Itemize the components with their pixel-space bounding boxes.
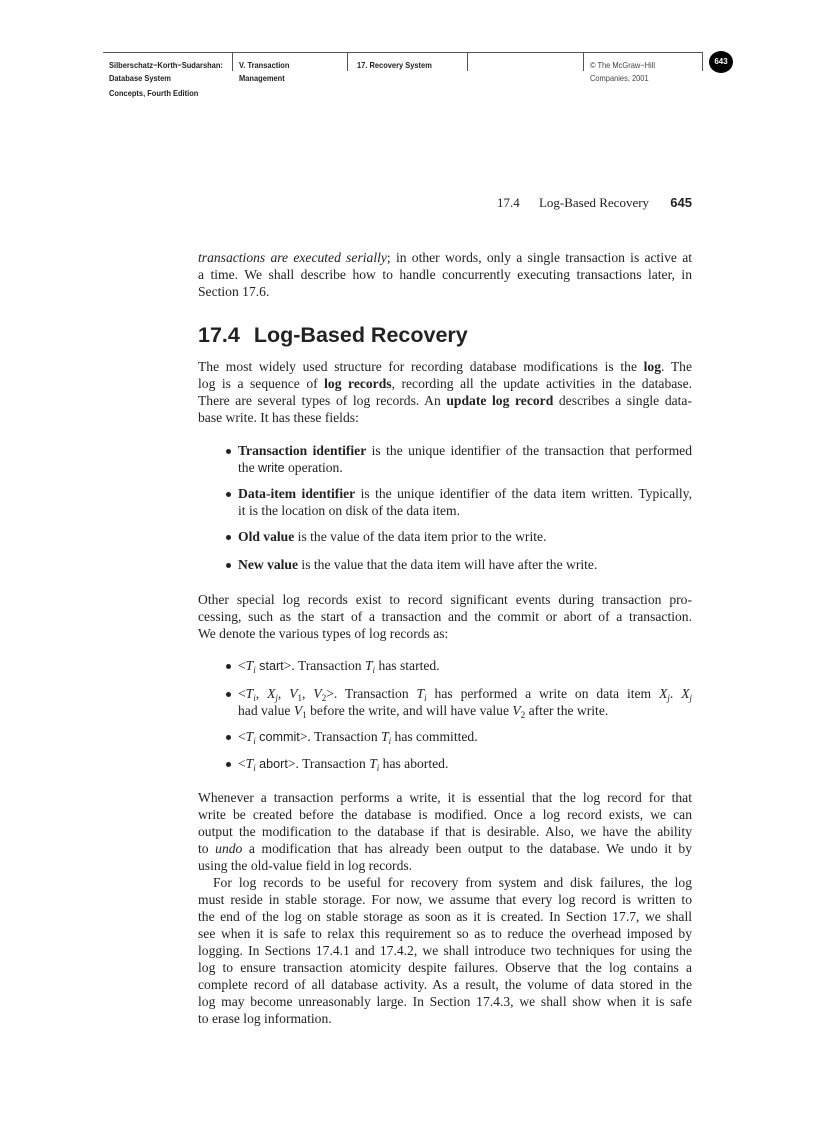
text-run: has committed. xyxy=(391,729,478,744)
text-run: ; in other words, only a single transaction is active at xyxy=(386,250,693,265)
paragraph-line xyxy=(198,409,692,426)
list-item-line xyxy=(238,459,692,477)
text-run: For log records to be useful for recovery from system and disk failures, the log xyxy=(213,875,692,890)
code-keyword: write xyxy=(258,461,285,475)
text-run: . The xyxy=(661,359,692,374)
bullet-icon xyxy=(226,563,231,568)
math-subscript: i xyxy=(253,763,256,773)
text-run: Section 17.6. xyxy=(198,284,270,299)
math-symbol: T xyxy=(369,756,377,771)
bullet-icon xyxy=(226,449,231,454)
math-symbol: T xyxy=(245,658,254,673)
math-symbol: T xyxy=(364,658,373,673)
code-keyword: commit xyxy=(259,730,300,744)
text-run: a time. We shall describe how to handle concurrently executing transactions later, in xyxy=(198,267,692,282)
math-subscript: i xyxy=(253,736,256,746)
math-subscript: i xyxy=(424,693,427,703)
text-run: Whenever a transaction performs a write, it is essential that the log record for that xyxy=(198,790,692,805)
text-run: >. Transaction xyxy=(283,658,365,673)
section-number: 17.4 xyxy=(198,323,240,347)
math-symbol: T xyxy=(381,729,389,744)
text-run: , xyxy=(277,686,290,701)
math-symbol: V xyxy=(289,686,298,701)
text-run: < xyxy=(238,729,246,744)
header-divider xyxy=(583,53,584,71)
emphasis: undo xyxy=(215,841,243,856)
list-item-line xyxy=(238,657,692,679)
text-run: has aborted. xyxy=(379,756,449,771)
math-subscript: i xyxy=(376,763,380,773)
paragraph-line xyxy=(198,857,692,874)
text-run: log may become unreasonably large. In Section 17.4.3, we shall show when it is safe xyxy=(198,994,692,1009)
text-run: < xyxy=(238,756,246,771)
text-run: cessing, such as the start of a transaction and the commit or abort of a transaction. xyxy=(198,609,692,624)
text-run: >. Transaction xyxy=(326,686,417,701)
header-publisher-2: Companies, 2001 xyxy=(590,73,649,83)
running-head-section: 17.4 xyxy=(496,195,520,210)
bold-term: update log record xyxy=(446,393,554,408)
paragraph-line xyxy=(198,942,692,959)
text-run: log to ensure transaction atomicity despite failures. Observe that the log contains a xyxy=(198,960,692,975)
header-divider xyxy=(702,53,703,71)
page-number: 645 xyxy=(670,195,692,210)
header-publisher: © The McGraw−Hill xyxy=(590,60,656,70)
text-run: operation. xyxy=(284,460,343,475)
bullet-icon xyxy=(226,535,231,540)
text-run: is the value of the data item prior to the write. xyxy=(294,529,547,544)
list-item-line xyxy=(238,755,692,777)
text-run: The most widely used structure for recording database modifications is the xyxy=(198,359,644,374)
header-divider xyxy=(467,53,468,71)
math-symbol: X xyxy=(267,686,276,701)
text-run: before the write, and will have value xyxy=(306,703,513,718)
header-part-2: Management xyxy=(239,73,285,83)
list-item-line xyxy=(238,556,692,573)
math-subscript: i xyxy=(372,665,376,675)
math-subscript: 2 xyxy=(520,710,526,720)
bullet-icon xyxy=(226,692,231,697)
text-run: must reside in stable storage. For now, we assume that every log record is written to xyxy=(198,892,692,907)
bold-term: Old value xyxy=(238,529,295,544)
text-run: logging. In Sections 17.4.1 and 17.4.2, we shall introduce two techniques for using the xyxy=(198,943,692,958)
text-run: >. Transaction xyxy=(299,729,382,744)
header-chapter: 17. Recovery System xyxy=(357,60,432,70)
paragraph-line xyxy=(198,789,692,806)
text-run: had value xyxy=(238,703,294,718)
paragraph-line xyxy=(198,358,692,375)
text-run: using the old-value field in log records. xyxy=(198,858,413,873)
paragraph-line xyxy=(198,925,692,942)
paragraph-line xyxy=(213,874,692,891)
text-run: base write. It has these fields: xyxy=(198,410,359,425)
math-subscript: j xyxy=(275,693,278,703)
text-run: We denote the various types of log records as: xyxy=(198,626,449,641)
header-divider xyxy=(232,53,233,71)
math-subscript: i xyxy=(253,693,256,703)
text-run: the xyxy=(238,460,259,475)
bold-term: Data-item identifier xyxy=(238,486,356,501)
code-keyword: start xyxy=(259,659,284,673)
text-run: is the unique identifier of the data item written. Typically, xyxy=(355,486,692,501)
bold-term: Transaction identifier xyxy=(238,443,367,458)
text-run: see when it is safe to relax this requirement so as to reduce the overhead imposed by xyxy=(198,926,692,941)
bold-term: New value xyxy=(238,557,299,572)
paragraph-line xyxy=(198,1010,692,1027)
bold-term: log xyxy=(643,359,662,374)
paragraph-line xyxy=(198,283,692,300)
text-run: >. Transaction xyxy=(287,756,370,771)
text-run: There are several types of log records. An xyxy=(198,393,447,408)
text-run: write be created before the database is modified. Once a log record exists, we can xyxy=(198,807,692,822)
bullet-icon xyxy=(226,735,231,740)
header-book-title: Database System xyxy=(109,73,171,83)
text-run: to erase log information. xyxy=(198,1011,332,1026)
header-book-edition: Concepts, Fourth Edition xyxy=(109,88,199,98)
text-run: is the value that the data item will have after the write. xyxy=(298,557,598,572)
running-head-title: Log-Based Recovery xyxy=(538,195,650,210)
text-run: output the modification to the database if that is desirable. Also, we have the ability xyxy=(198,824,692,839)
emphasis: transactions are executed serially xyxy=(198,250,387,265)
text-run: describes a single data- xyxy=(553,393,692,408)
text-run: , xyxy=(302,686,314,701)
book-header xyxy=(103,52,703,103)
list-item-line xyxy=(238,502,692,519)
header-divider xyxy=(347,53,348,71)
text-run: , xyxy=(255,686,268,701)
math-symbol: V xyxy=(512,703,521,718)
math-subscript: 1 xyxy=(297,693,303,703)
text-run: . xyxy=(669,686,682,701)
math-symbol: T xyxy=(245,729,254,744)
math-symbol: V xyxy=(293,703,303,718)
text-run: Other special log records exist to record significant events during transaction pro- xyxy=(198,592,692,607)
math-symbol: X xyxy=(681,686,690,701)
math-subscript: 2 xyxy=(321,693,327,703)
paragraph-line xyxy=(198,266,692,283)
math-symbol: T xyxy=(245,686,254,701)
paragraph-line xyxy=(198,608,692,625)
paragraph-line xyxy=(198,993,692,1010)
list-item-line xyxy=(238,442,692,459)
math-subscript: j xyxy=(667,693,670,703)
paragraph-line xyxy=(198,392,692,409)
math-subscript: i xyxy=(253,665,256,675)
text-run: complete record of all database activity. As a result, the volume of data stored in the xyxy=(198,977,692,992)
paragraph-line xyxy=(198,249,692,266)
text-run: , recording all the update activities in the database. xyxy=(391,376,692,391)
running-head xyxy=(497,195,692,211)
text-run: has started. xyxy=(375,658,440,673)
text-run: is the unique identifier of the transaction that performed xyxy=(366,443,692,458)
paragraph-line xyxy=(198,891,692,908)
header-book-authors: Silberschatz−Korth−Sudarshan: xyxy=(109,60,223,70)
list-item-line xyxy=(238,485,692,502)
section-title: Log-Based Recovery xyxy=(253,323,468,347)
list-item-line xyxy=(238,528,692,545)
paragraph-line xyxy=(198,375,692,392)
text-run: the end of the log on stable storage as soon as it is created. In Section 17.7, we shall xyxy=(198,909,692,924)
section-heading xyxy=(198,323,468,348)
bullet-icon xyxy=(226,492,231,497)
text-run: to xyxy=(198,841,216,856)
paragraph-line xyxy=(198,840,692,857)
text-run: it is the location on disk of the data item. xyxy=(238,503,460,518)
header-part: V. Transaction xyxy=(239,60,290,70)
pdf-page-badge: 643 xyxy=(709,51,733,73)
math-subscript: j xyxy=(689,693,693,703)
paragraph-line xyxy=(198,625,692,642)
math-subscript: i xyxy=(388,736,392,746)
bullet-icon xyxy=(226,762,231,767)
math-symbol: T xyxy=(245,756,254,771)
text-run: < xyxy=(238,686,246,701)
text-run: has performed a write on data item xyxy=(426,686,660,701)
paragraph-line xyxy=(198,806,692,823)
text-run: < xyxy=(238,658,246,673)
paragraph-line xyxy=(198,959,692,976)
bold-term: log records xyxy=(324,376,392,391)
math-subscript: 1 xyxy=(302,710,307,720)
list-item-line xyxy=(238,702,692,724)
text-run: a modification that has already been output to the database. We undo it by xyxy=(242,841,692,856)
paragraph-line xyxy=(198,908,692,925)
paragraph-line xyxy=(198,823,692,840)
bullet-icon xyxy=(226,664,231,669)
text-run: after the write. xyxy=(525,703,609,718)
text-run: log is a sequence of xyxy=(198,376,325,391)
math-symbol: X xyxy=(659,686,668,701)
paragraph-line xyxy=(198,591,692,608)
math-symbol: V xyxy=(313,686,322,701)
code-keyword: abort xyxy=(259,757,288,771)
list-item-line xyxy=(238,728,692,750)
paragraph-line xyxy=(198,976,692,993)
math-symbol: T xyxy=(416,686,425,701)
